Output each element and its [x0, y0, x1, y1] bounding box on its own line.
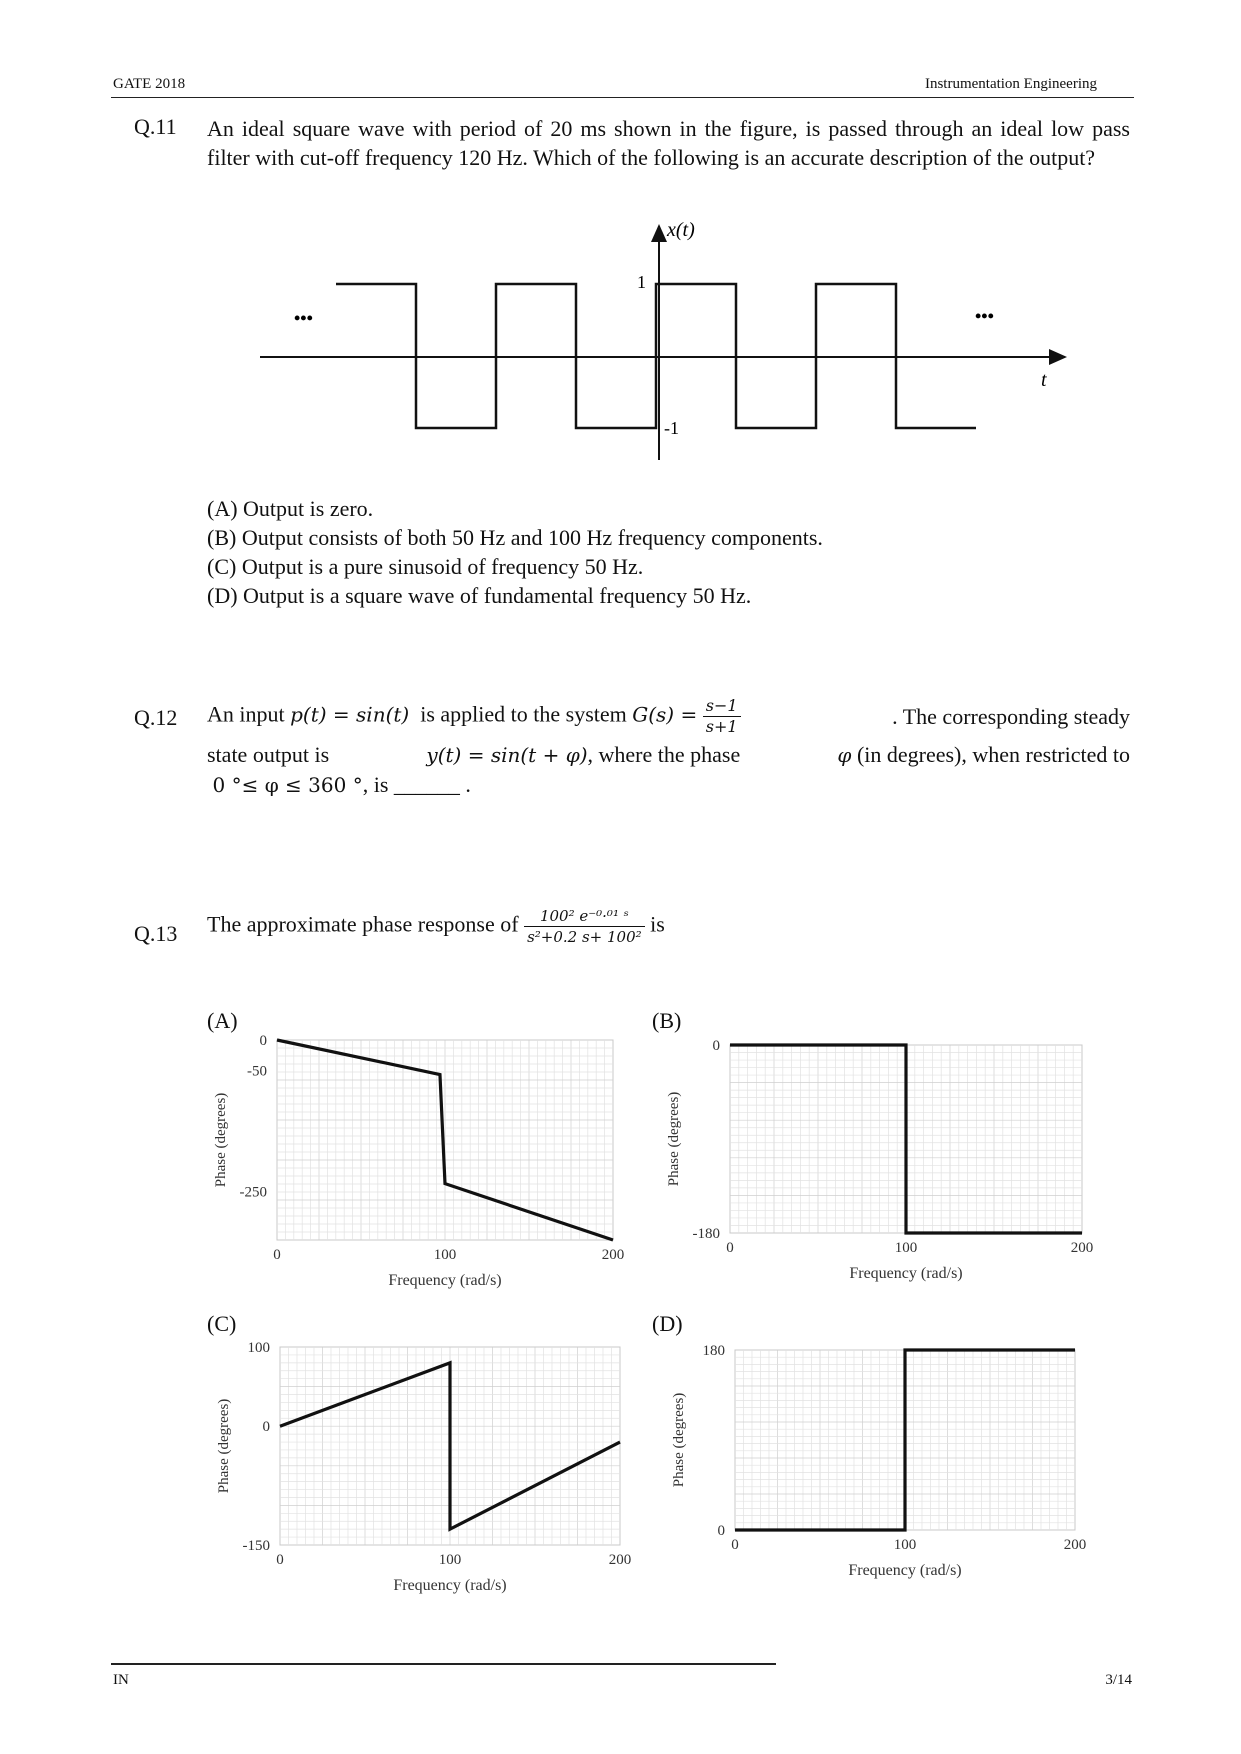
- chart-b-x-tick-label: 100: [894, 1240, 918, 1256]
- chart-c-y-tick-label: 0: [262, 1419, 270, 1436]
- chart-b-x-tick-label: 200: [1070, 1240, 1094, 1256]
- footer-right: 3/14: [1105, 1672, 1132, 1688]
- t-label: t: [1041, 369, 1047, 391]
- header-rule: [111, 97, 1134, 98]
- chart-a-x-tick-label: 100: [433, 1247, 457, 1263]
- chart-d: [650, 1340, 1100, 1610]
- chart-c-y-tick-label: 100: [247, 1340, 270, 1356]
- chart-a-x-axis-title: Frequency (rad/s): [388, 1272, 502, 1289]
- chart-d-y-axis-title: Phase (degrees): [671, 1392, 687, 1488]
- q12-part1: An input p(t) = sin(t) is applied to the system G(s) = $\frac{s-1}{s+1}$: [207, 696, 741, 737]
- option-c-label: (C): [207, 1311, 237, 1336]
- footer-rule: [111, 1663, 776, 1665]
- chart-b-y-tick-label: 0: [712, 1038, 720, 1054]
- chart-d-x-tick-label: 100: [893, 1537, 917, 1553]
- q13-text: The approximate phase response of $\frac{\text{100² e⁻⁰·⁰¹ ˢ}}{\text{s²+0.2 s+ 100²}}$ is: [207, 907, 665, 946]
- chart-d-y-tick-label: 180: [702, 1343, 725, 1359]
- square-wave-figure: [250, 212, 1080, 472]
- q12-text: An input p(t) = sin(t) is applied to the system G(s) = $\frac{s-1}{s+1}$ . The corresponding steady state output is y(t) = sin(t + φ), where the phase φ (in degrees), when restricted to 0 °≤ φ ≤ 360 °, is ______ .: [207, 696, 1130, 797]
- chart-c-y-tick-label: -150: [242, 1538, 270, 1554]
- chart-d-y-tick-label: 0: [717, 1523, 725, 1539]
- chart-c-x-tick-label: 100: [438, 1552, 462, 1568]
- chart-c-y-axis-title: Phase (degrees): [216, 1398, 232, 1494]
- ellipsis-right: •••: [975, 306, 994, 326]
- chart-a-x-tick-label: 200: [601, 1247, 625, 1263]
- chart-a-y-axis-title: Phase (degrees): [213, 1092, 229, 1188]
- q11-text: An ideal square wave with period of 20 ms shown in the figure, is passed through an ideal low pass filter with cut-off frequency 120 Hz. Which of the following is an accurate description of the output?: [207, 116, 1130, 170]
- chart-b-y-axis-title: Phase (degrees): [666, 1091, 682, 1187]
- q12-fraction: $\frac{s-1}{s+1}$: [703, 696, 741, 737]
- footer-left: IN: [113, 1672, 129, 1688]
- q11-option-a: (A) Output is zero.: [207, 496, 374, 521]
- q11-option-d: (D) Output is a square wave of fundamental frequency 50 Hz.: [207, 583, 752, 608]
- chart-a-y-tick-label: -250: [239, 1184, 267, 1201]
- chart-c-x-axis-title: Frequency (rad/s): [393, 1577, 507, 1594]
- q13-number: Q.13: [134, 921, 178, 946]
- chart-a-x-tick-label: 0: [273, 1247, 281, 1263]
- option-d-label: (D): [652, 1311, 683, 1336]
- q11-option-c: (C) Output is a pure sinusoid of frequency 50 Hz.: [207, 554, 644, 579]
- q11-option-b: (B) Output consists of both 50 Hz and 100 Hz frequency components.: [207, 525, 823, 550]
- chart-c: [205, 1340, 632, 1610]
- chart-b-x-axis-title: Frequency (rad/s): [849, 1265, 963, 1282]
- high-label: 1: [637, 272, 646, 292]
- low-label: -1: [664, 418, 679, 438]
- option-a-label: (A): [207, 1008, 238, 1033]
- header-right: Instrumentation Engineering: [924, 76, 1097, 92]
- chart-a-grid: [277, 1040, 613, 1240]
- chart-a-y-tick-label: 0: [259, 1033, 267, 1049]
- chart-b-x-tick-label: 0: [726, 1240, 734, 1256]
- q12-number: Q.12: [134, 705, 178, 730]
- ellipsis-left: •••: [294, 308, 313, 328]
- chart-c-x-tick-label: 0: [276, 1552, 284, 1568]
- chart-c-x-tick-label: 200: [608, 1552, 632, 1568]
- option-b-label: (B): [652, 1008, 682, 1033]
- chart-d-x-tick-label: 0: [731, 1537, 739, 1553]
- chart-a: [205, 1035, 625, 1305]
- header-left: GATE 2018: [113, 76, 186, 92]
- chart-d-x-tick-label: 200: [1063, 1537, 1087, 1553]
- xt-label: x(t): [667, 219, 695, 241]
- q13-fraction: $\frac{\text{100² e⁻⁰·⁰¹ ˢ}}{\text{s²+0.2 s+ 100²}}$: [524, 906, 645, 947]
- chart-b: [650, 1035, 1100, 1315]
- q11-number: Q.11: [134, 114, 177, 139]
- chart-b-y-tick-label: -180: [692, 1226, 720, 1242]
- q12-part2: . The corresponding steady: [892, 703, 1130, 729]
- chart-a-y-tick-label: -50: [247, 1063, 267, 1080]
- chart-d-x-axis-title: Frequency (rad/s): [848, 1562, 962, 1579]
